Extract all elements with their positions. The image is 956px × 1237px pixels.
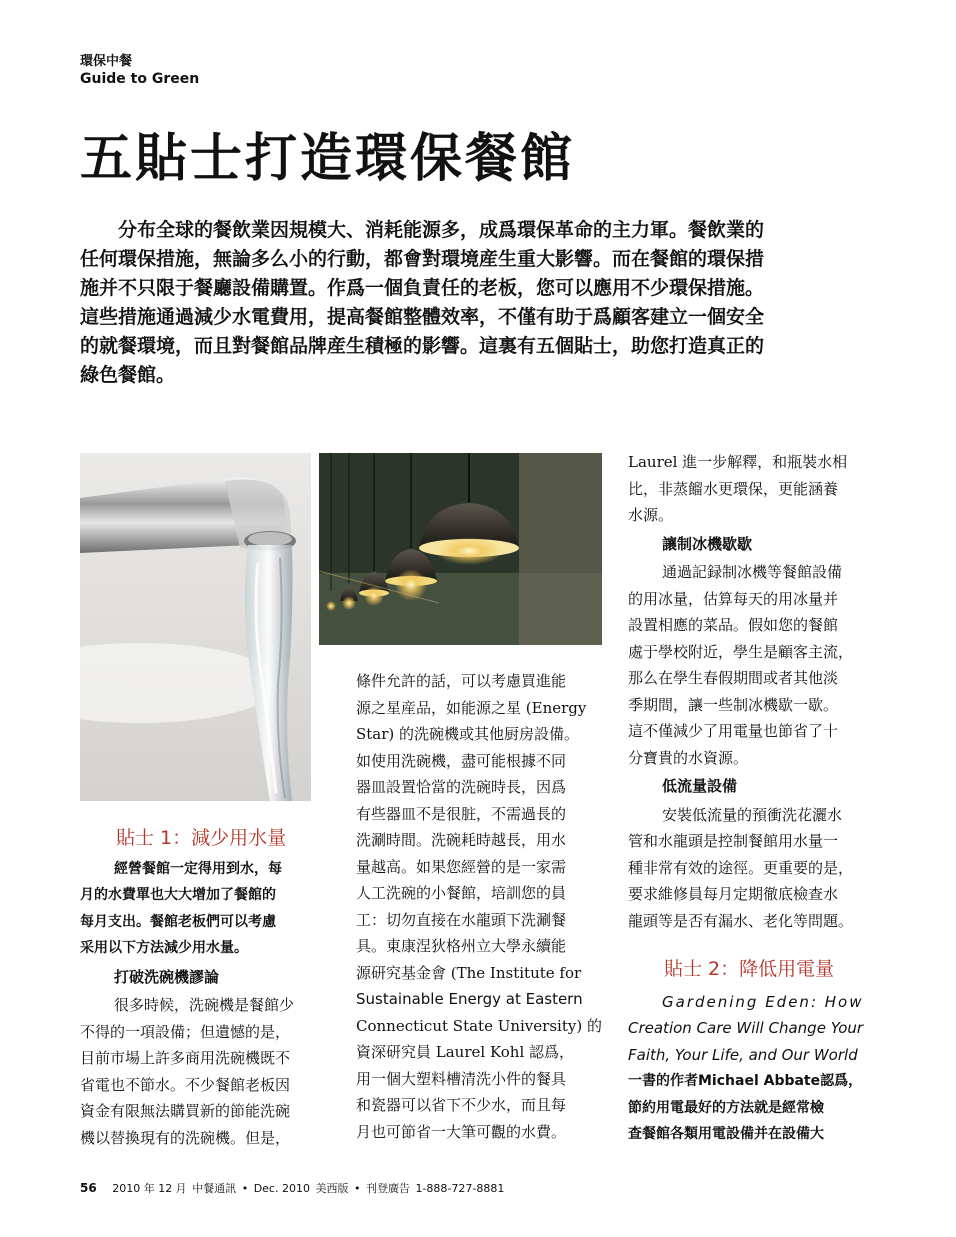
body-line: 機以替換現有的洗碗機。但是， [80, 1128, 291, 1147]
page-footer [80, 1180, 506, 1196]
column-3 [628, 449, 878, 1148]
body-line: 月也可節省一大筆可觀的水費。 [356, 1122, 567, 1141]
tip-2-heading: 貼士 2：降低用電量 [664, 958, 835, 980]
body-line: 分寶貴的水資源。 [628, 748, 749, 767]
footer-advertise: 刊登廣告 [365, 1182, 410, 1195]
faucet-water-photo [80, 453, 311, 801]
column-1 [80, 825, 312, 1151]
footer-date-en: Dec. 2010 [253, 1182, 310, 1195]
body-line: 處于學校附近，學生是顧客主流， [628, 642, 854, 661]
section-label-en: Guide to Green [80, 71, 200, 87]
body-line: 水源。 [628, 506, 674, 524]
body-line: Star) 的洗碗機或其他厨房設備。 [356, 725, 580, 743]
body-line: 人工洗碗的小餐館，培訓您的員 [356, 884, 567, 902]
body-line: 具。東康涅狄格州立大學永續能 [356, 937, 567, 955]
footer-publication: 中餐通訊 [192, 1182, 237, 1195]
footer-separator: • [241, 1182, 249, 1195]
body-line: 條件允許的話，可以考慮買進能 [356, 672, 567, 690]
intro-line: 任何環保措施，無論多么小的行動，都會對環境産生重大影響。而在餐館的環保措 [80, 248, 765, 270]
body-line: 如使用洗碗機，盡可能根據不同 [356, 751, 567, 770]
section-label-zh: 環保中餐 [80, 54, 133, 69]
body-line: 不得的一項設備；但遺憾的是， [80, 1022, 291, 1041]
footer-phone: 1-888-727-8881 [415, 1182, 505, 1195]
body-line: 洗涮時間。洗碗耗時越長，用水 [356, 831, 567, 849]
body-line: 和瓷器可以省下不少水，而且每 [356, 1096, 567, 1114]
tip-1-lead-line: 月的水費單也大大增加了餐館的 [80, 887, 276, 903]
footer-separator: • [353, 1182, 361, 1195]
page-number: 56 [80, 1181, 97, 1195]
body-line: Connecticut State University) 的 [356, 1016, 602, 1035]
body-line: 省電也不節水。不少餐館老板因 [80, 1075, 291, 1094]
page-title: 五貼士打造環保餐館 [80, 128, 576, 189]
tip-2-lead-line: 查餐館各類用電設備并在設備大 [628, 1126, 824, 1142]
subheading-low-flow: 低流量設備 [662, 777, 738, 795]
body-line: 源之星産品，如能源之星 (Energy [356, 698, 587, 717]
body-line: 量越高。如果您經營的是一家需 [356, 857, 567, 876]
intro-line: 分布全球的餐飲業因規模大、消耗能源多，成爲環保革命的主力軍。餐飲業的 [118, 219, 765, 241]
pendant-lamps-photo [319, 453, 602, 645]
body-line: 用一個大塑料槽清洗小件的餐具 [356, 1069, 567, 1088]
body-line: 比，非蒸餾水更環保，更能涵養 [628, 479, 839, 498]
body-line: 源研究基金會 (The Institute for [356, 963, 582, 982]
body-line: 通過記録制冰機等餐館設備 [662, 563, 843, 581]
footer-date-zh: 2010 年 12 月 [112, 1182, 187, 1195]
body-line: 目前市場上許多商用洗碗機既不 [80, 1049, 291, 1067]
body-line: 設置相應的菜品。假如您的餐館 [628, 616, 839, 634]
body-line: Laurel 進一步解釋，和瓶裝水相 [628, 453, 848, 471]
tip-2-lead-line: 節約用電最好的方法就是經常檢 [628, 1099, 824, 1116]
body-line: 安裝低流量的預衝洗花灑水 [662, 805, 843, 824]
tip-2-lead-line: 一書的作者Michael Abbate認爲， [628, 1073, 863, 1089]
intro-line: 施并不只限于餐廳設備購置。作爲一個負責任的老板，您可以應用不少環保措施。 [80, 277, 765, 299]
body-line: 那么在學生春假期間或者其他淡 [628, 669, 839, 687]
tip-1-lead-line: 經營餐館一定得用到水，每 [114, 860, 282, 877]
subheading-dishwasher: 打破洗碗機謬論 [114, 967, 220, 986]
body-line: Sustainable Energy at Eastern [356, 990, 583, 1008]
body-line: 工：切勿直接在水龍頭下洗涮餐 [356, 910, 567, 929]
book-title-line: Faith, Your Life, and Our World [628, 1045, 858, 1064]
intro-line: 綠色餐館。 [80, 364, 176, 386]
book-title-line: Creation Care Will Change Your [628, 1019, 864, 1037]
body-line: 管和水龍頭是控制餐館用水量一 [628, 832, 839, 850]
tip-1-heading: 貼士 1：減少用水量 [116, 827, 287, 849]
column-2 [356, 668, 604, 1145]
body-line: 這不僅減少了用電量也節省了十 [628, 722, 839, 740]
book-title-line: Gardening Eden: How [662, 992, 864, 1011]
body-line: 的用冰量，估算每天的用冰量并 [628, 589, 839, 608]
subheading-ice-machine: 讓制冰機歇歇 [662, 534, 753, 553]
tip-1-lead-line: 采用以下方法減少用水量。 [80, 940, 248, 956]
body-line: 種非常有效的途徑。更重要的是， [628, 858, 854, 877]
footer-edition: 美西版 [315, 1182, 349, 1195]
body-line: 龍頭等是否有漏水、老化等問題。 [628, 911, 854, 930]
body-line: 器皿設置恰當的洗碗時長，因爲 [356, 778, 567, 796]
body-line: 很多時候，洗碗機是餐館少 [114, 996, 295, 1014]
intro-line: 這些措施通過減少水電費用，提高餐館整體效率，不僅有助于爲顧客建立一個安全 [80, 306, 765, 328]
body-line: 資金有限無法購買新的節能洗碗 [80, 1102, 291, 1120]
body-line: 資深研究員 Laurel Kohl 認爲， [356, 1043, 575, 1061]
intro-paragraph [80, 216, 850, 390]
intro-line: 的就餐環境，而且對餐館品牌産生積極的影響。這裏有五個貼士，助您打造真正的 [80, 335, 765, 357]
body-line: 季期間，讓一些制冰機歇一歇。 [628, 695, 839, 714]
tip-1-lead-line: 每月支出。餐館老板們可以考慮 [80, 913, 276, 930]
body-line: 要求維修員每月定期徹底檢查水 [628, 885, 839, 903]
body-line: 有些器皿不是很脏，不需過長的 [356, 804, 567, 823]
